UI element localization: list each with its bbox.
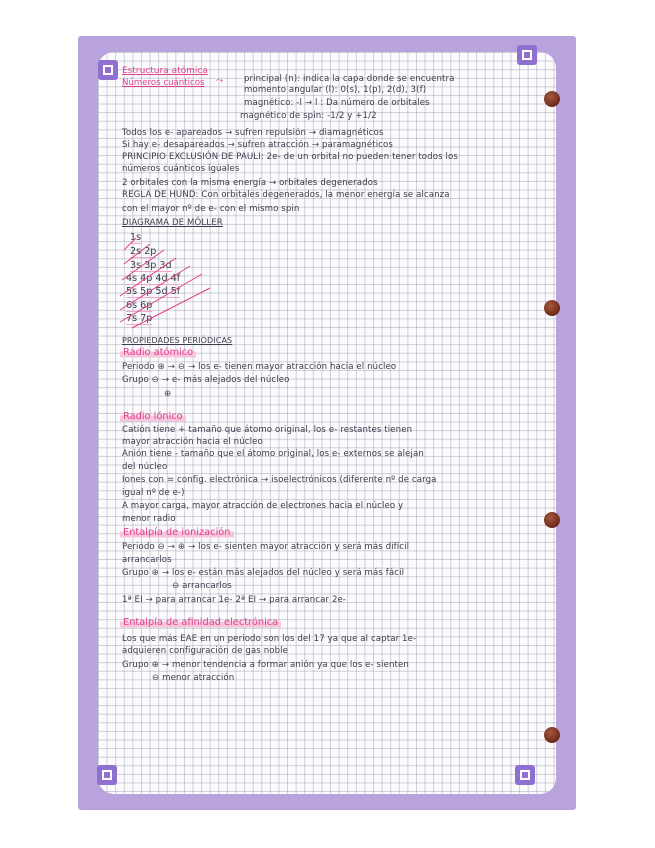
binder-hole [544, 91, 560, 107]
text-line: Los que más EAE en un periodo son los del 17 ya que al captar 1e- [122, 634, 417, 644]
text-line: igual nº de e-) [122, 488, 185, 498]
moller-row: 4s 4p 4d 4f [126, 273, 181, 284]
moller-row: 6s 6p [126, 300, 153, 311]
moller-row: 7s 7p [126, 313, 153, 324]
corner-tab-icon [98, 60, 118, 80]
text-line: con el mayor nº de e- con el mismo spin [122, 204, 300, 214]
qn-magnetico: magnético: -l → l : Da número de orbitales [244, 98, 430, 108]
highlighted-heading: Radio iónico [120, 411, 186, 422]
binder-hole [544, 727, 560, 743]
text-line: Periodo ⊖ → ⊕ → los e- sienten mayor atracción y será más difícil [122, 542, 410, 552]
grid-paper-sheet [98, 52, 556, 794]
text-line: A mayor carga, mayor atracción de electrones hacia el núcleo y [122, 501, 404, 511]
highlighted-heading: Entalpía de afinidad electrónica [120, 617, 281, 628]
moller-heading: DIAGRAMA DE MÖLLER [122, 218, 223, 228]
text-line: adquieren configuración de gas noble [122, 646, 289, 656]
moller-row: 5s 5p 5d 5f [126, 286, 181, 297]
moller-row: 3s 3p 3d [130, 260, 172, 271]
section-heading: PROPIEDADES PERIÓDICAS [122, 336, 233, 345]
text-line: ⊕ [164, 389, 172, 399]
text-line: del núcleo [122, 462, 168, 472]
text-line: menor radio [122, 514, 176, 524]
qn-principal: principal (n): indica la capa donde se encuentra [244, 74, 455, 84]
text-line: Catión tiene + tamaño que átomo original, los e- restantes tienen [122, 425, 413, 435]
text-line: mayor atracción hacia el núcleo [122, 437, 263, 447]
text-line: 2 orbitales con la misma energía → orbitales degenerados [122, 178, 378, 188]
text-line: Anión tiene - tamaño que el átomo original, los e- externos se alejan [122, 449, 424, 459]
text-line: Periodo ⊕ → ⊖ → los e- tienen mayor atracción hacia el núcleo [122, 362, 397, 372]
moller-row: 2s 2p [130, 246, 157, 257]
corner-tab-icon [97, 765, 117, 785]
highlighted-heading: Radio atómico [120, 347, 196, 358]
text-line: números cuánticos iguales [122, 164, 240, 174]
qn-momento: momento angular (l): 0(s), 1(p), 2(d), 3(f) [244, 85, 427, 95]
text-line: Todos los e- apareados → sufren repulsión → diamagnéticos [122, 128, 384, 138]
moller-row: 1s [130, 232, 142, 243]
text-line: PRINCIPIO EXCLUSIÓN DE PAULI: 2e- de un orbital no pueden tener todos los [122, 152, 458, 162]
branch-arrow-icon: ⤳ [216, 76, 224, 86]
page-title: Estructura atómica [122, 66, 208, 76]
text-line: ⊖ arrancarlos [172, 581, 232, 591]
text-line: REGLA DE HUND: Con orbitales degenerados, la menor energía se alcanza [122, 190, 450, 200]
moller-diagonal-arrows [98, 52, 298, 342]
text-line: Grupo ⊖ → e- más alejados del núcleo [122, 375, 290, 385]
binder-hole [544, 512, 560, 528]
text-line: 1ª EI → para arrancar 1e- 2ª EI → para arrancar 2e- [122, 595, 347, 605]
text-line: ⊖ menor atracción [152, 673, 235, 683]
text-line: Si hay e- desapareados → sufren atracción → paramagnéticos [122, 140, 393, 150]
section-subtitle: Números cuánticos [122, 78, 205, 88]
text-line: Grupo ⊕ → menor tendencia a formar anión ya que los e- sienten [122, 660, 409, 670]
highlighted-heading: Entalpía de ionización [120, 527, 234, 538]
text-line: arrancarlos [122, 555, 172, 565]
text-line: Iones con = config. electrónica → isoelectrónicos (diferente nº de carga [122, 475, 437, 485]
corner-tab-icon [515, 765, 535, 785]
binder-hole [544, 300, 560, 316]
text-line: Grupo ⊕ → los e- están más alejados del núcleo y será más fácil [122, 568, 405, 578]
qn-spin: magnético de spin: -1/2 y +1/2 [240, 111, 377, 121]
corner-tab-icon [517, 45, 537, 65]
